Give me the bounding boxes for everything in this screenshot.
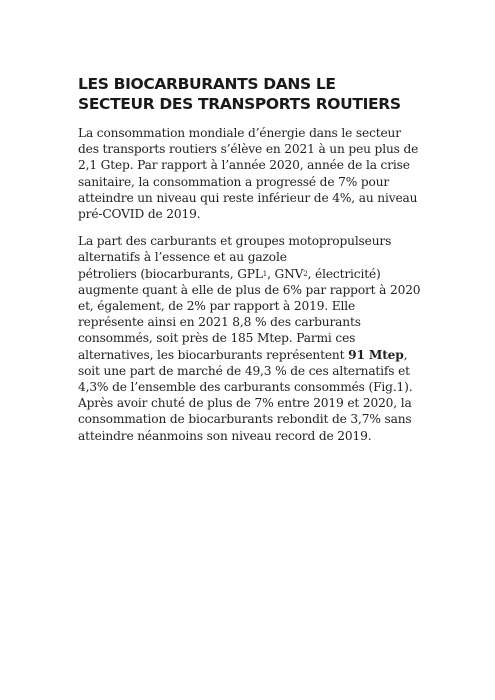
paragraph-1-line: des transports routiers s’élève en 2021 à un peu plus de [78,142,419,157]
paragraph-2-text: , GNV [267,266,304,281]
paragraph-1 [78,125,423,222]
footnote-ref-2[interactable]: 2 [303,269,308,278]
paragraph-2-text: , [403,347,408,362]
paragraph-2-line [78,347,423,363]
paragraph-2-line: consommés, soit près de 185 Mtep. Parmi ces [78,331,356,346]
paragraph-2-line: représente ainsi en 2021 8,8 % des carburants [78,315,361,330]
paragraph-1-line: pré-COVID de 2019. [78,207,201,222]
paragraph-1-line: sanitaire, la consommation a progressé de 7% pour [78,174,390,189]
title-line-1: LES BIOCARBURANTS DANS LE [78,75,336,93]
paragraph-2-line: alternatifs à l’essence et au gazole [78,250,287,265]
paragraph-2-line: Après avoir chuté de plus de 7% entre 2019 et 2020, la [78,396,412,411]
article-content [78,74,423,455]
title-line-2: SECTEUR DES TRANSPORTS ROUTIERS [78,95,401,113]
paragraph-2-line: augmente quant à elle de plus de 6% par rapport à 2020 [78,282,421,297]
article-title [78,74,423,114]
paragraph-2-line: atteindre néanmoins son niveau record de 2019. [78,428,372,443]
paragraph-2 [78,233,423,444]
paragraph-1-line: 2,1 Gtep. Par rapport à l’année 2020, année de la crise [78,158,410,173]
paragraph-2-text: pétroliers (biocarburants, GPL [78,266,263,281]
paragraph-2-text: alternatives, les biocarburants représentent [78,347,349,362]
footnote-ref-1[interactable]: 1 [262,269,268,278]
paragraph-1-line: La consommation mondiale d’énergie dans le secteur [78,126,401,140]
paragraph-2-line: consommation de biocarburants rebondit de 3,7% sans [78,412,412,427]
paragraph-2-line: 4,3% de l’ensemble des carburants consommés (Fig.1). [78,380,413,395]
paragraph-1-line: atteindre un niveau qui reste inférieur de 4%, au niveau [78,190,418,205]
paragraph-2-text: , électricité) [307,266,381,281]
paragraph-2-line [78,266,423,282]
paragraph-2-line: soit une part de marché de 49,3 % de ces alternatifs et [78,363,410,378]
paragraph-2-line: et, également, de 2% par rapport à 2019. Elle [78,299,356,314]
highlight-value: 91 Mtep [348,347,404,362]
paragraph-2-line: La part des carburants et groupes motopropulseurs [78,234,392,249]
